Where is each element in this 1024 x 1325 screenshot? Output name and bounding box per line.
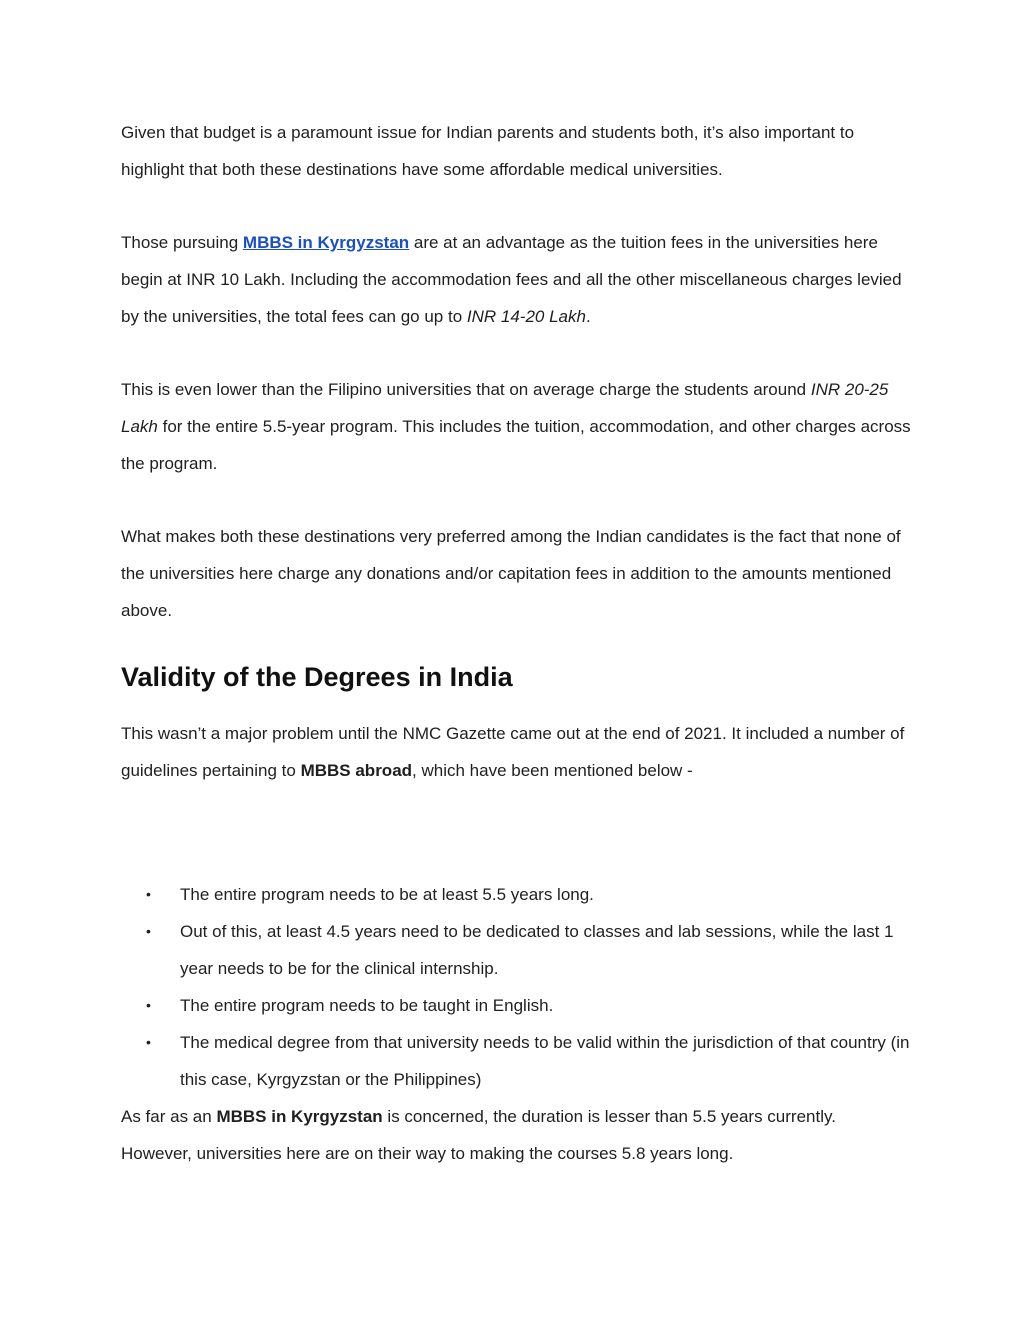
list-item: [146, 876, 911, 913]
philippines-fees-emphasis: INR 20-25 Lakh: [121, 380, 889, 436]
list-item: [146, 913, 911, 987]
paragraph-nmc-gazette-intro: This wasn’t a major problem until the NMC Gazette came out at the end of 2021. It included a number of guidelines pertaining to: [121, 724, 905, 780]
list-item-text: The medical degree from that university needs to be valid within the jurisdiction of that country (in this case, Kyrgyzstan or the Philippines): [180, 1033, 910, 1089]
paragraph-philippines-fees-body: for the entire 5.5-year program. This includes the tuition, accommodation, and other charges across the program.: [121, 417, 911, 473]
mbbs-in-kyrgyzstan-link[interactable]: MBBS in Kyrgyzstan: [242, 233, 410, 252]
bullet-icon: •: [146, 997, 151, 1013]
paragraph-kyrgyzstan-fees-intro: Those pursuing: [121, 233, 243, 252]
paragraph-preferred-text: What makes both these destinations very preferred among the Indian candidates is the fact that none of the universities here charge any donations and/or capitation fees in addition to the amounts mentioned above.: [121, 527, 901, 620]
bullet-icon: •: [146, 886, 151, 902]
bullet-icon: •: [146, 1034, 151, 1050]
bullet-icon: •: [146, 923, 151, 939]
list-item-text: The entire program needs to be taught in English.: [180, 996, 554, 1015]
paragraph-nmc-gazette-end: , which have been mentioned below -: [412, 761, 693, 780]
paragraph-kyrgyzstan-fees: [121, 224, 911, 335]
list-item: [146, 1024, 911, 1098]
paragraph-duration-intro: As far as an: [121, 1107, 217, 1126]
paragraph-kyrgyzstan-fees-body: are at an advantage as the tuition fees in the universities here begin at INR 10 Lakh. Including the accommodation fees and all the other miscellaneous charges levied by the universities, the total fees can go up to: [121, 233, 902, 326]
list-item-text: Out of this, at least 4.5 years need to be dedicated to classes and lab sessions, while the last 1 year needs to be for the clinical internship.: [180, 922, 894, 978]
paragraph-duration: [121, 1098, 911, 1172]
paragraph-budget-text: Given that budget is a paramount issue for Indian parents and students both, it’s also important to highlight that both these destinations have some affordable medical universities.: [121, 123, 855, 179]
guidelines-list: [121, 876, 911, 1098]
list-item-text: The entire program needs to be at least 5.5 years long.: [180, 885, 594, 904]
section-heading-validity: Validity of the Degrees in India: [121, 662, 513, 692]
paragraph-kyrgyzstan-fees-end: .: [585, 307, 591, 326]
paragraph-duration-body: is concerned, the duration is lesser than 5.5 years currently. However, universities here are on their way to making the courses 5.8 years long.: [121, 1107, 836, 1163]
paragraph-nmc-gazette: [121, 715, 911, 789]
paragraph-preferred: [121, 518, 911, 629]
mbbs-in-kyrgyzstan-bold: MBBS in Kyrgyzstan: [216, 1107, 383, 1126]
list-item: [146, 987, 911, 1024]
paragraph-philippines-fees-intro: This is even lower than the Filipino universities that on average charge the students around: [121, 380, 811, 399]
paragraph-philippines-fees: [121, 371, 911, 482]
fees-range-emphasis: INR 14-20 Lakh: [466, 307, 586, 326]
paragraph-budget: [121, 114, 911, 188]
mbbs-abroad-bold: MBBS abroad: [300, 761, 413, 780]
document-page: [121, 114, 911, 1172]
